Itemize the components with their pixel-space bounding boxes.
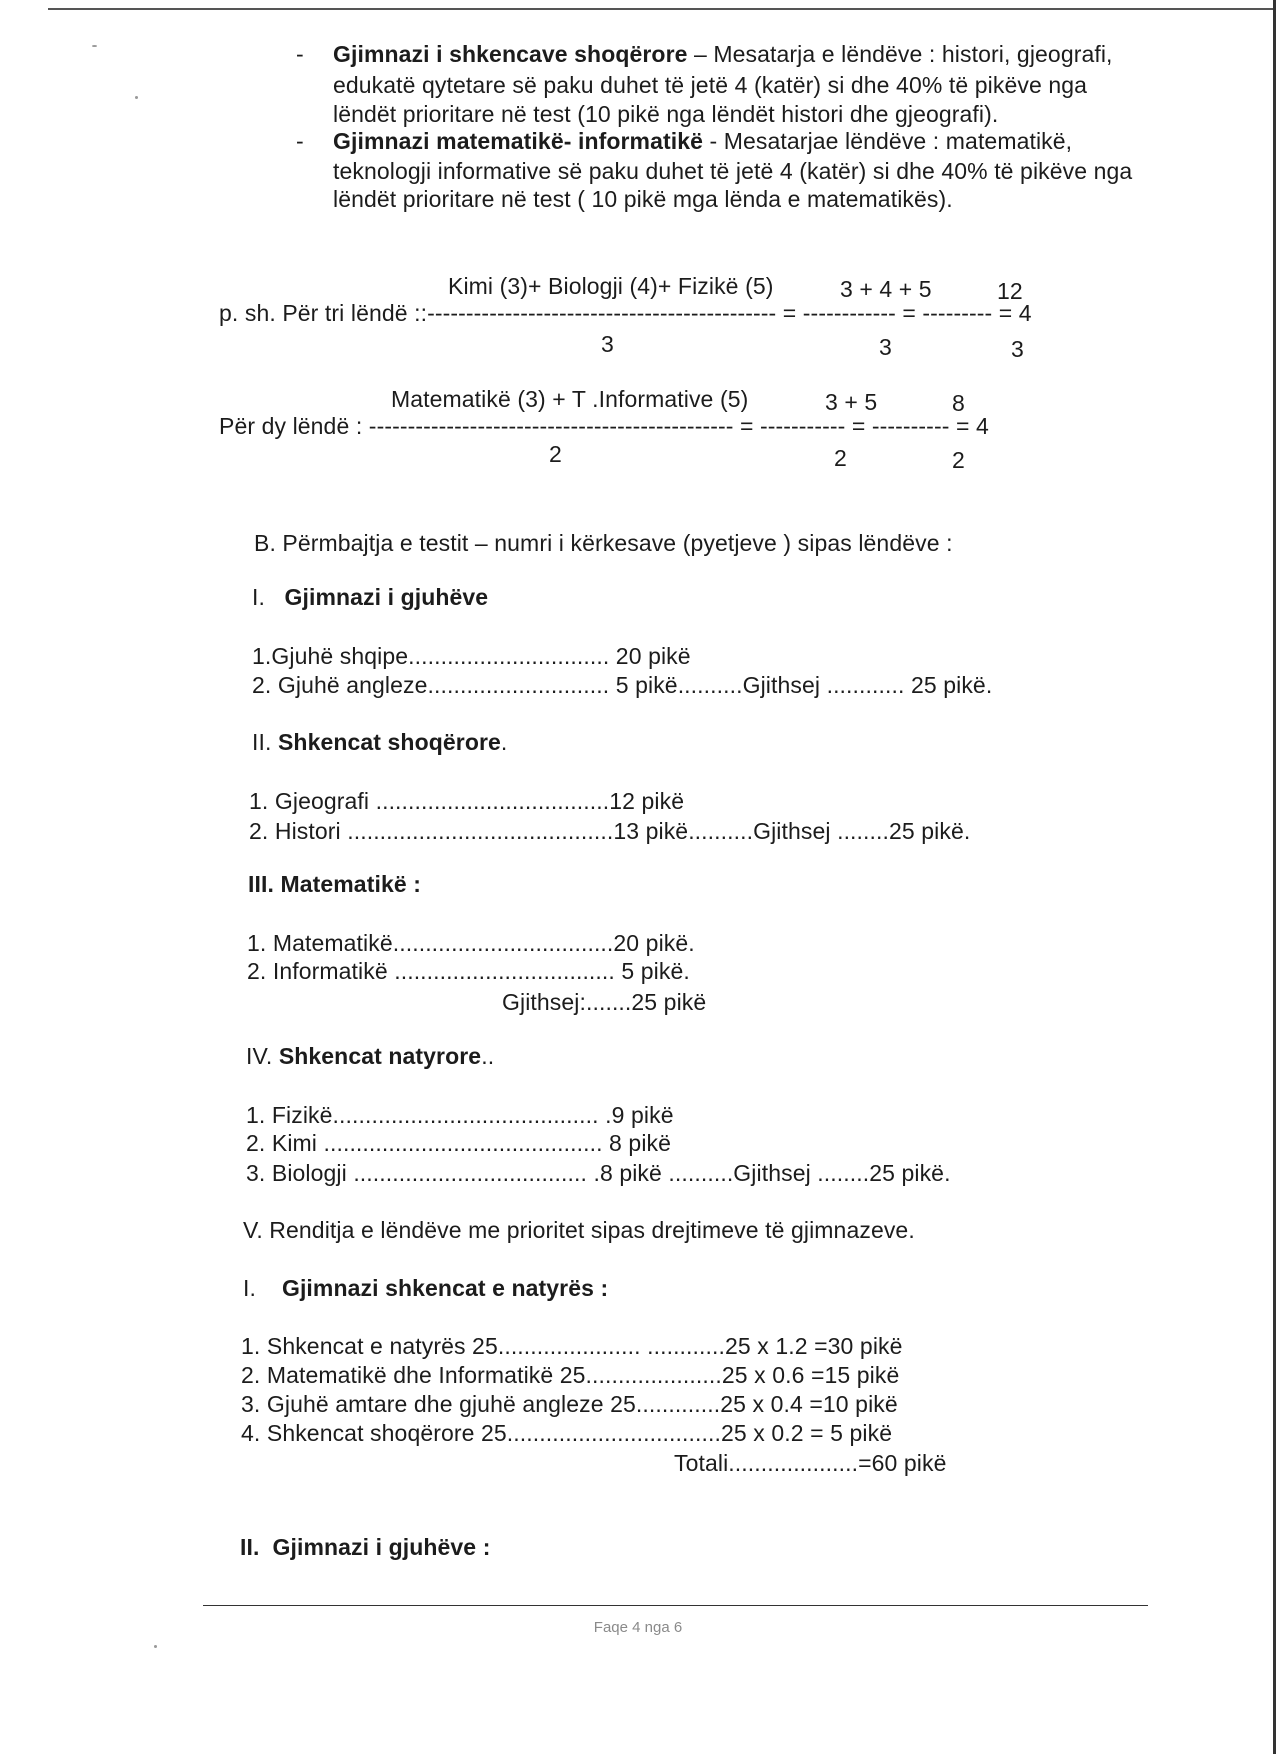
p1-heading	[243, 1275, 608, 1302]
intro-item2-line2: teknologji informative së paku duhet të jetë 4 (katër) si dhe 40% të pikëve nga	[333, 158, 1133, 184]
intro-item2-line1	[333, 128, 1072, 155]
p2-title: Gjimnazi i gjuhëve :	[272, 1534, 491, 1560]
example2-denominator: 2	[834, 445, 847, 471]
example1-total: 12	[997, 278, 1023, 304]
intro-item1-line1	[333, 41, 1113, 68]
s2-num: II.	[252, 729, 272, 755]
section-b-heading: B. Përmbajtja e testit – numri i kërkesave (pyetjeve ) sipas lëndëve :	[254, 530, 953, 556]
intro-item1-rest: – Mesatarja e lëndëve : histori, gjeografi,	[687, 41, 1113, 67]
p1-item: 3. Gjuhë amtare dhe gjuhë angleze 25.............25 x 0.4 =10 pikë	[241, 1391, 898, 1417]
p1-num: I.	[243, 1275, 256, 1301]
intro-item1-line2: edukatë qytetare së paku duhet të jetë 4 (katër) si dhe 40% të pikëve nga	[333, 72, 1088, 98]
intro-item1-title: Gjimnazi i shkencave shoqërore	[333, 41, 688, 67]
s1-heading	[252, 584, 488, 611]
example1-sum: 3 + 4 + 5	[840, 276, 932, 302]
s1-line1: 1.Gjuhë shqipe............................... 20 pikë	[252, 643, 691, 669]
scan-speck	[154, 1645, 157, 1648]
bullet-dash: -	[296, 128, 304, 154]
s2-title: Shkencat shoqërore	[277, 729, 501, 755]
page-number: Faqe 4 nga 6	[593, 1619, 683, 1636]
s4-title: Shkencat natyrore	[278, 1043, 482, 1069]
p1-item: 4. Shkencat shoqërore 25.................................25 x 0.2 = 5 pikë	[241, 1420, 893, 1446]
s2-line1: 1. Gjeografi ....................................12 pikë	[249, 788, 685, 814]
example2-total: 8	[952, 390, 965, 416]
s1-title: Gjimnazi i gjuhëve	[284, 584, 489, 610]
example2-numerator: Matematikë (3) + T .Informative (5)	[391, 386, 749, 412]
bullet-dash: -	[296, 41, 304, 67]
s2-line2: 2. Histori .........................................13 pikë..........Gjithsej ........25 pikë.	[249, 818, 971, 844]
example1-fraction-line: p. sh. Për tri lëndë ::--------------------------------------------- = ------------ = --------- = 4	[219, 300, 1032, 326]
intro-item2-title: Gjimnazi matematikë- informatikë	[333, 128, 704, 154]
s4-heading	[246, 1043, 494, 1070]
intro-item1-line3: lëndët prioritare në test (10 pikë nga lëndët histori dhe gjeografi).	[333, 101, 999, 127]
footer-rule	[203, 1605, 1148, 1606]
s3-heading: III. Matematikë :	[248, 871, 421, 897]
s1-num: I.	[252, 584, 265, 610]
s4-num: IV.	[246, 1043, 273, 1069]
s1-line2: 2. Gjuhë angleze............................ 5 pikë..........Gjithsej ............ 25 pikë.	[252, 672, 993, 698]
s4-line1: 1. Fizikë......................................... .9 pikë	[246, 1102, 674, 1128]
p2-num: II.	[240, 1534, 260, 1560]
s3-line2: 2. Informatikë .................................. 5 pikë.	[247, 958, 690, 984]
scan-speck	[135, 96, 138, 99]
p1-item: 2. Matematikë dhe Informatikë 25.....................25 x 0.6 =15 pikë	[241, 1362, 900, 1388]
s2-heading	[252, 729, 507, 756]
s3-line1: 1. Matematikë..................................20 pikë.	[247, 930, 695, 956]
example2-sum: 3 + 5	[825, 389, 878, 415]
p2-heading	[240, 1534, 490, 1561]
example1-denominator: 3	[1011, 336, 1024, 362]
scan-top-edge	[48, 8, 1276, 10]
example2-denominator: 2	[952, 447, 965, 473]
example2-fraction-line: Për dy lëndë : ----------------------------------------------- = ----------- = ---------- = 4	[219, 413, 989, 439]
p1-item: 1. Shkencat e natyrës 25...................... ............25 x 1.2 =30 pikë	[241, 1333, 903, 1359]
s4-line3: 3. Biologji .................................... .8 pikë ..........Gjithsej ........25 pikë.	[246, 1160, 951, 1186]
example2-denominator: 2	[549, 441, 562, 467]
p1-title: Gjimnazi shkencat e natyrës :	[281, 1275, 609, 1301]
scan-speck	[92, 45, 97, 47]
p1-total: Totali....................=60 pikë	[674, 1450, 947, 1476]
intro-item2-rest: - Mesatarjae lëndëve : matematikë,	[703, 128, 1073, 154]
s4-title-end: ..	[481, 1043, 495, 1069]
s2-title-end: .	[500, 729, 508, 755]
example1-denominator: 3	[879, 334, 892, 360]
s4-line2: 2. Kimi ........................................... 8 pikë	[246, 1130, 672, 1156]
s3-total: Gjithsej:.......25 pikë	[502, 989, 707, 1015]
example1-denominator: 3	[601, 331, 614, 357]
intro-item2-line3: lëndët prioritare në test ( 10 pikë mga lënda e matematikës).	[333, 186, 953, 212]
s5-heading: V. Renditja e lëndëve me prioritet sipas drejtimeve të gjimnazeve.	[243, 1217, 915, 1243]
example1-numerator: Kimi (3)+ Biologji (4)+ Fizikë (5)	[448, 273, 774, 299]
